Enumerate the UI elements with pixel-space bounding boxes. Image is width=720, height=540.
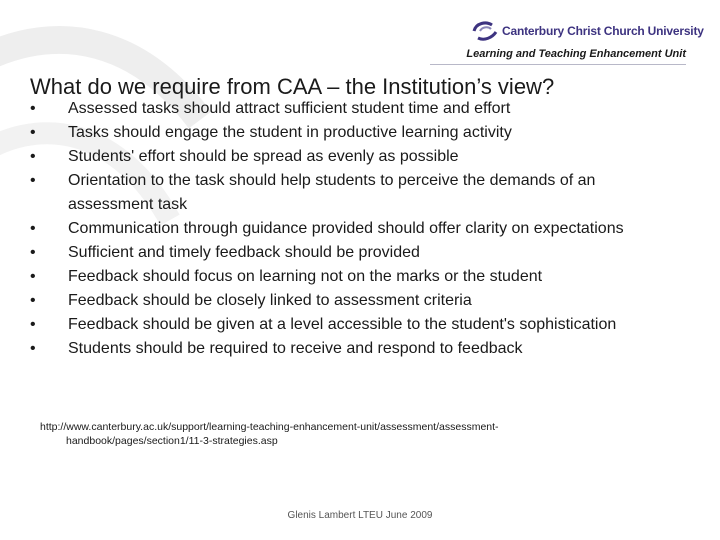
bullet-marker: • (30, 148, 36, 165)
bullet-marker: • (30, 268, 36, 285)
bullet-item (30, 313, 670, 337)
bullet-text: Feedback should be closely linked to assessment criteria (68, 292, 472, 309)
bullet-text: Communication through guidance provided should offer clarity on expectations (68, 220, 624, 237)
bullet-marker: • (30, 244, 36, 261)
bullet-item (30, 241, 670, 265)
bullet-item (30, 337, 670, 361)
bullet-list (30, 97, 670, 361)
slide-title: What do we require from CAA – the Institution’s view? (30, 74, 555, 99)
bullet-text: Orientation to the task should help students to perceive the demands of an assessment task (68, 172, 596, 213)
source-url (40, 420, 640, 448)
bullet-text: Students' effort should be spread as evenly as possible (68, 148, 459, 165)
bullet-item (30, 265, 670, 289)
bullet-text: Sufficient and timely feedback should be provided (68, 244, 420, 261)
bullet-item (30, 121, 670, 145)
unit-name: Learning and Teaching Enhancement Unit (466, 48, 686, 60)
logo-mark-icon (472, 20, 498, 42)
bullet-text: Students should be required to receive and respond to feedback (68, 340, 523, 357)
bullet-marker: • (30, 100, 36, 117)
bullet-item (30, 145, 670, 169)
bullet-text: Feedback should focus on learning not on the marks or the student (68, 268, 543, 285)
bullet-item (30, 97, 670, 121)
header-divider (430, 64, 686, 65)
bullet-item (30, 217, 670, 241)
bullet-text: Feedback should be given at a level accessible to the student's sophistication (68, 316, 617, 333)
source-url-line1: http://www.canterbury.ac.uk/support/learning-teaching-enhancement-unit/assessment/assessment- (40, 421, 499, 433)
bullet-marker: • (30, 172, 36, 189)
bullet-text: Assessed tasks should attract sufficient student time and effort (68, 100, 511, 117)
bullet-marker: • (30, 316, 36, 333)
bullet-marker: • (30, 340, 36, 357)
bullet-text: Tasks should engage the student in productive learning activity (68, 124, 512, 141)
bullet-marker: • (30, 124, 36, 141)
source-url-line2: handbook/pages/section1/11-3-strategies.asp (66, 435, 278, 447)
bullet-item (30, 289, 670, 313)
bullet-marker: • (30, 292, 36, 309)
bullet-marker: • (30, 220, 36, 237)
footer-credit: Glenis Lambert LTEU June 2009 (287, 510, 433, 521)
bullet-item (30, 169, 670, 217)
logo-text: Canterbury Christ Church University (502, 24, 704, 38)
university-logo (472, 20, 704, 42)
